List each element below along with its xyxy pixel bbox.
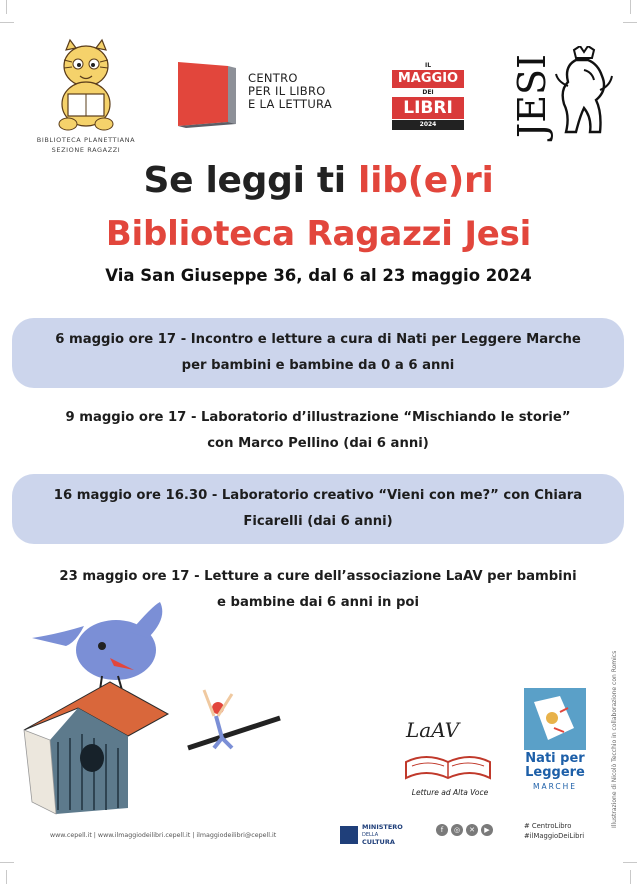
red-book-icon [172, 60, 242, 130]
npl-line1: Nati per [525, 751, 585, 766]
event-2 [12, 405, 624, 461]
event-1-line2: per bambini e bambine da 0 a 6 anni [181, 358, 455, 373]
ministero-line3: CULTURA [362, 838, 395, 846]
bird-birdhouse-illustration [18, 598, 288, 828]
event-2-line2: con Marco Pellino (dai 6 anni) [207, 436, 429, 451]
cepell-line3: E LA LETTURA [248, 97, 333, 111]
maggio-il: IL [424, 62, 432, 69]
illustration-credit: Illustrazione di Nicolò Tecchio in collaborazione con Romics [611, 650, 618, 828]
bird-illustration [32, 602, 162, 690]
crop-mark [6, 870, 7, 884]
event-3 [12, 474, 624, 544]
birdhouse-illustration [24, 682, 168, 814]
cepell-line1: CENTRO [248, 71, 298, 85]
npl-line2: Leggere [525, 765, 585, 780]
npl-line3: MARCHE [532, 782, 578, 791]
social-icons [436, 824, 500, 838]
facebook-icon[interactable]: f [436, 824, 448, 836]
crop-mark [6, 0, 7, 14]
hashtag-maggiodeilibri: #ilMaggioDeiLibri [524, 832, 585, 840]
cepell-line2: PER IL LIBRO [248, 84, 326, 98]
maggio-word: MAGGIO [392, 70, 464, 88]
event-3-line1: 16 maggio ore 16.30 - Laboratorio creativo “Vieni con me?” con Chiara [53, 488, 583, 503]
title-line1-black: Se leggi ti [143, 160, 359, 201]
open-book-icon [402, 748, 494, 782]
ministero-line2: DELLA [362, 832, 379, 838]
event-2-line1: 9 maggio ore 17 - Laboratorio d’illustrazione “Mischiando le storie” [65, 410, 571, 425]
laav-tagline: Letture ad Alta Voce [411, 788, 489, 797]
address-dates: Via San Giuseppe 36, dal 6 al 23 maggio 2024 [105, 266, 532, 285]
crop-mark [0, 22, 14, 23]
x-icon[interactable]: ✕ [466, 824, 478, 836]
main-title [0, 160, 637, 201]
crop-mark [630, 870, 631, 884]
ministero-emblem-icon [340, 826, 358, 844]
jesi-word: JESI [510, 53, 554, 138]
footer-links[interactable]: www.cepell.it | www.ilmaggiodeilibri.cepell.it | ilmaggiodeilibri@cepell.it [50, 832, 277, 839]
jesi-logo [506, 42, 616, 142]
maggio-libri: LIBRI [392, 97, 464, 119]
library-title: Biblioteca Ragazzi Jesi [105, 214, 532, 254]
cepell-logo [172, 60, 362, 130]
tiger-reading-illustration [50, 36, 122, 132]
hashtag-centrolibro: # CentroLibro [524, 822, 572, 830]
maggio-dei: DEI [422, 89, 434, 96]
event-4-line1: 23 maggio ore 17 - Letture a cure dell’associazione LaAV per bambini [59, 569, 577, 584]
child-figure-illustration [188, 690, 280, 748]
biblioteca-logo [30, 36, 142, 160]
lion-crest-icon [554, 46, 614, 138]
event-1-line1: 6 maggio ore 17 - Incontro e letture a cura di Nati per Leggere Marche [55, 332, 581, 347]
biblioteca-name: BIBLIOTECA PLANETTIANA [36, 136, 136, 144]
ministero-line1: MINISTERO [362, 823, 403, 831]
maggio-dei-libri-logo [392, 62, 464, 132]
crop-mark [630, 0, 631, 14]
npl-book-icon [524, 688, 586, 750]
event-3-line2: Ficarelli (dai 6 anni) [243, 514, 393, 529]
title-line1-red: lib(e)ri [358, 160, 494, 201]
biblioteca-section: SEZIONE RAGAZZI [51, 146, 121, 154]
instagram-icon[interactable]: ◎ [451, 824, 463, 836]
maggio-year: 2024 [392, 120, 464, 130]
crop-mark [623, 22, 637, 23]
laav-logo [400, 718, 500, 804]
event-4-line2: e bambine dai 6 anni in poi [216, 595, 420, 610]
nati-per-leggere-logo [524, 688, 586, 800]
event-1 [12, 318, 624, 388]
youtube-icon[interactable]: ▶ [481, 824, 493, 836]
crop-mark [0, 862, 14, 863]
laav-wordmark: LaAV [406, 718, 460, 742]
crop-mark [623, 862, 637, 863]
ministero-logo [340, 824, 420, 848]
